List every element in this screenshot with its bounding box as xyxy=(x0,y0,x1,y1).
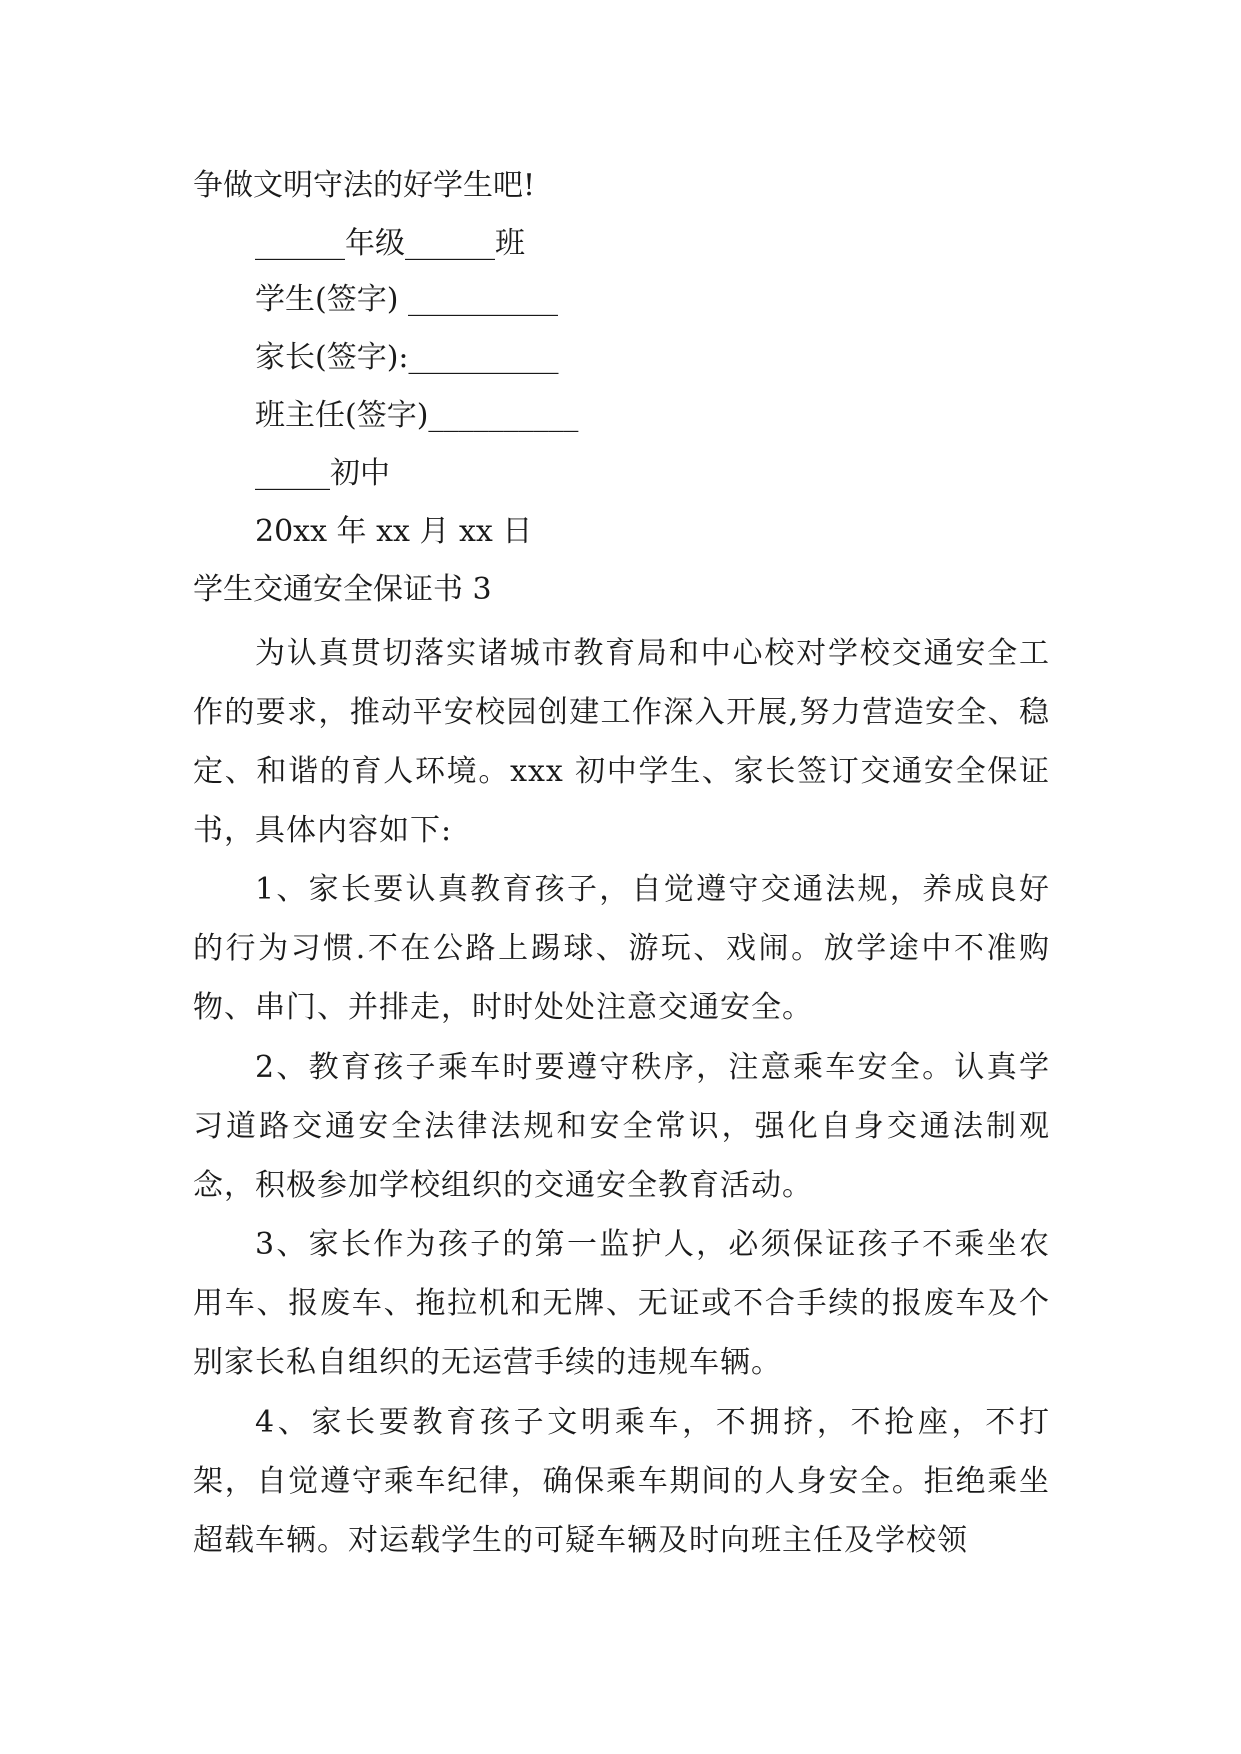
section-title: 学生交通安全保证书 3 xyxy=(193,572,492,607)
date-line: 20xx 年 xx 月 xx 日 xyxy=(255,514,533,549)
paragraph-intro: 为认真贯切落实诸城市教育局和中心校对学校交通安全工作的要求，推动平安校园创建工作深入开展,努力营造安全、稳定、和谐的育人环境。xxx 初中学生、家长签订交通安全保证书，具体内容如下: xyxy=(193,636,1050,848)
parent-signature-line: 家长(签字):__________ xyxy=(255,340,559,375)
student-signature-line: 学生(签字) __________ xyxy=(255,282,558,317)
paragraph-item-4: 4、家长要教育孩子文明乘车，不拥挤，不抢座，不打架，自觉遵守乘车纪律，确保乘车期间的人身安全。拒绝乘坐超载车辆。对运载学生的可疑车辆及时向班主任及学校领 xyxy=(193,1405,1050,1558)
school-line: _____初中 xyxy=(255,456,390,491)
paragraph-item-1: 1、家长要认真教育孩子，自觉遵守交通法规，养成良好的行为习惯.不在公路上踢球、游玩、戏闹。放学途中不准购物、串门、并排走，时时处处注意交通安全。 xyxy=(193,872,1050,1025)
paragraph-item-2: 2、教育孩子乘车时要遵守秩序，注意乘车安全。认真学习道路交通安全法律法规和安全常识，强化自身交通法制观念，积极参加学校组织的交通安全教育活动。 xyxy=(193,1050,1050,1203)
grade-class-line: ______年级______班 xyxy=(255,226,525,261)
teacher-signature-line: 班主任(签字)__________ xyxy=(255,398,579,433)
paragraph-item-3: 3、家长作为孩子的第一监护人，必须保证孩子不乘坐农用车、报废车、拖拉机和无牌、无证或不合手续的报废车及个别家长私自组织的无运营手续的违规车辆。 xyxy=(193,1227,1050,1380)
closing-line: 争做文明守法的好学生吧! xyxy=(193,168,536,203)
